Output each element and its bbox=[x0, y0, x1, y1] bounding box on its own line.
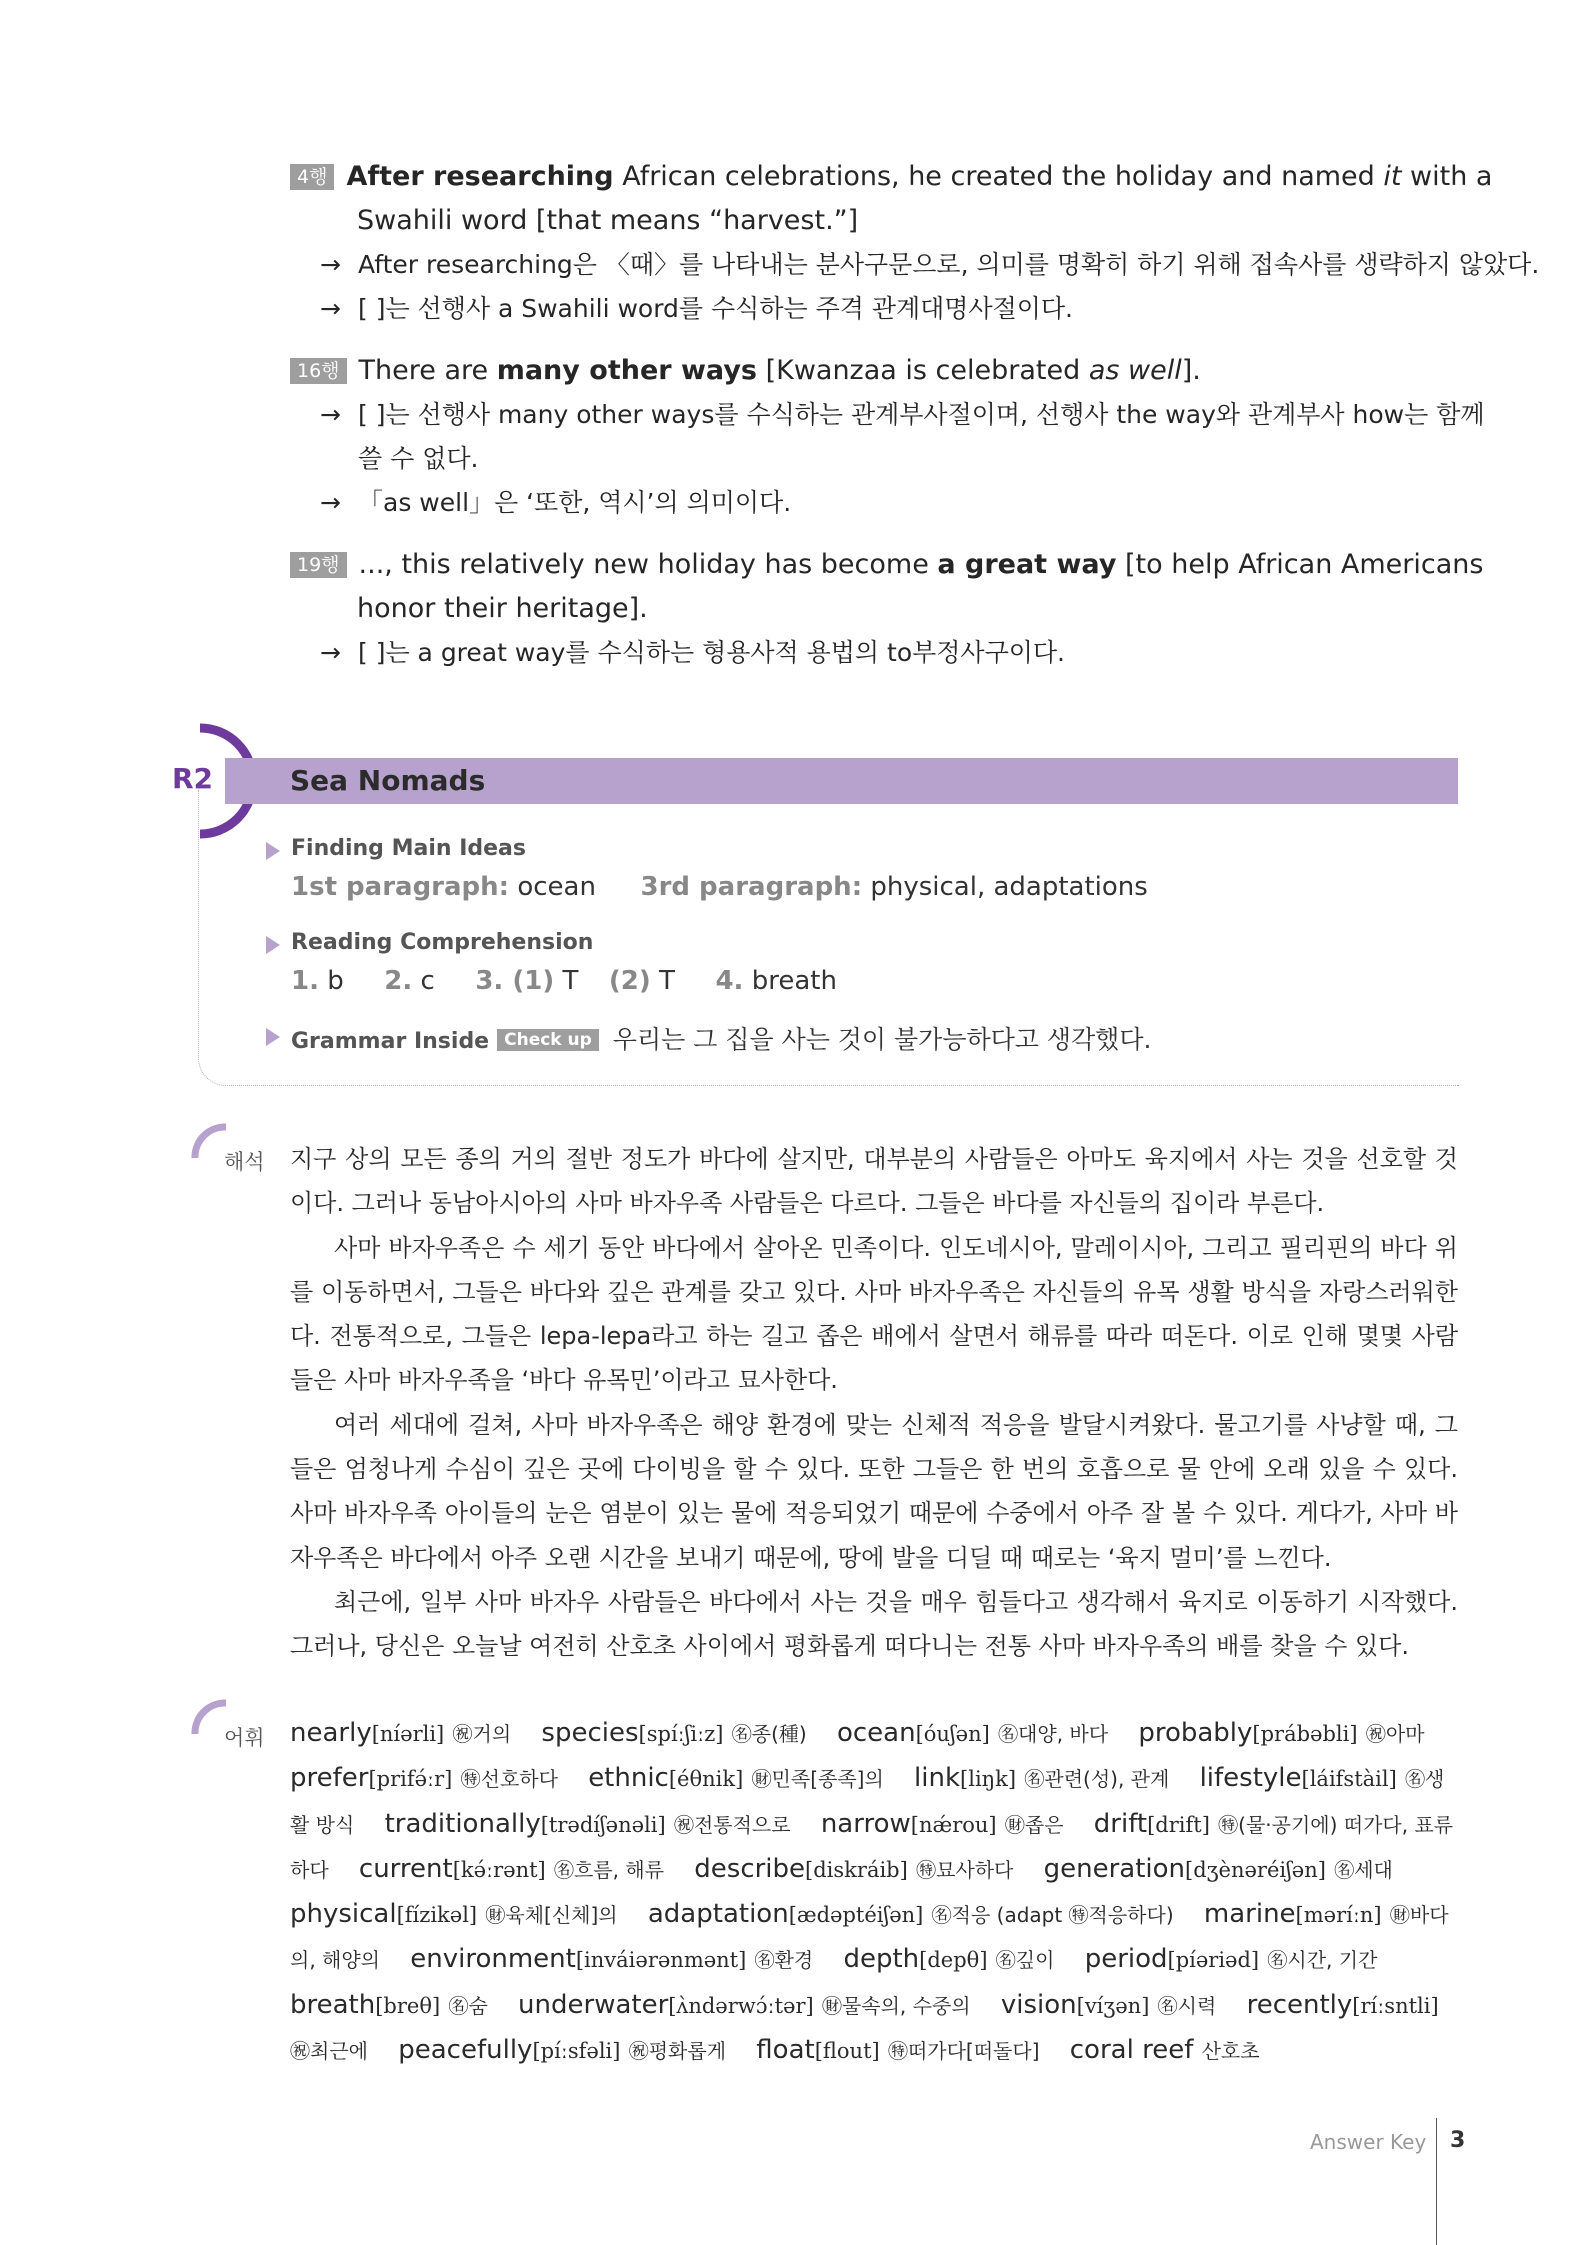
vocab-word: ethnic bbox=[588, 1763, 669, 1794]
vocab-meaning: ㊗거의 bbox=[452, 1722, 512, 1746]
vocab-item bbox=[1085, 1944, 1378, 1974]
vocab-meaning: ㊖물속의, 수중의 bbox=[821, 1993, 971, 2018]
note-explanation: → [ ]는 선행사 a Swahili word를 수식하는 주격 관계대명사절이다. bbox=[320, 294, 1073, 323]
line-tag: 19행 bbox=[290, 552, 347, 578]
finding-main-ideas-answer: 1st paragraph: ocean 3rd paragraph: physical, adaptations bbox=[291, 872, 1148, 902]
vocab-word: float bbox=[756, 2035, 815, 2066]
vocab-meaning: ㊔숨 bbox=[448, 1993, 488, 2018]
translation-text bbox=[290, 1137, 1458, 1669]
vocab-meaning: ㊖민족[종족]의 bbox=[751, 1767, 884, 1792]
vocab-item bbox=[290, 1899, 618, 1929]
vocab-meaning: ㊔적응 (adapt ㊕적응하다) bbox=[931, 1903, 1174, 1928]
vocab-meaning: ㊗최근에 bbox=[290, 2039, 368, 2064]
vocab-word: describe bbox=[694, 1853, 806, 1884]
vocab-meaning: ㊖바다의, 해양의 bbox=[290, 1903, 1449, 1973]
vocab-meaning: ㊔생활 방식 bbox=[290, 1767, 1445, 1837]
note-line: honor their heritage]. bbox=[357, 593, 648, 624]
vocab-meaning: ㊖좁은 bbox=[1004, 1812, 1064, 1837]
note-explanation: → 「as well」은 ‘또한, 역시’의 의미이다. bbox=[320, 488, 792, 517]
vocab-word: lifestyle bbox=[1199, 1763, 1302, 1794]
vocab-item bbox=[290, 1763, 558, 1793]
note-line: 4행 After researching African celebrations, he created the holiday and named it with a bbox=[290, 160, 1492, 194]
page-number: 3 bbox=[1450, 2128, 1466, 2153]
check-up-badge: Check up bbox=[497, 1029, 599, 1051]
vocab-pronunciation: [flout] bbox=[814, 2039, 880, 2064]
vocab-meaning: ㊔깊이 bbox=[995, 1948, 1055, 1973]
vocab-meaning: ㊔흐름, 해류 bbox=[554, 1857, 665, 1882]
vocab-pronunciation: [prábəbli] bbox=[1252, 1722, 1358, 1746]
vocabulary-list bbox=[290, 1711, 1458, 2073]
vocab-word: depth bbox=[843, 1944, 920, 1975]
vocab-meaning: ㊔세대 bbox=[1334, 1857, 1393, 1882]
vocab-word: peacefully bbox=[398, 2035, 533, 2066]
vocab-item bbox=[1044, 1854, 1393, 1884]
vocab-pronunciation: [níərli] bbox=[371, 1722, 445, 1746]
vocab-pronunciation: [nǽrou] bbox=[910, 1812, 997, 1837]
section-label: R2 bbox=[172, 762, 214, 795]
vocab-meaning: ㊔종(種) bbox=[731, 1722, 807, 1746]
vocab-pronunciation: [depθ] bbox=[919, 1948, 988, 1973]
vocab-word: generation bbox=[1043, 1853, 1186, 1884]
vocab-pronunciation: [éθnik] bbox=[668, 1767, 744, 1792]
vocab-meaning: ㊕떠가다[떠돌다] bbox=[887, 2039, 1040, 2064]
vocab-word: prefer bbox=[290, 1763, 369, 1794]
vocab-pronunciation: [diskráib] bbox=[805, 1857, 908, 1882]
vocab-meaning: ㊗아마 bbox=[1365, 1722, 1425, 1746]
vocab-pronunciation: [fízikəl] bbox=[396, 1903, 478, 1928]
note-explanation: 쓸 수 없다. bbox=[358, 444, 479, 473]
vocab-word: traditionally bbox=[384, 1808, 541, 1839]
vocab-item bbox=[648, 1899, 1174, 1929]
vocab-item bbox=[385, 1809, 791, 1839]
vocab-word: species bbox=[541, 1718, 639, 1748]
vocab-meaning: 산호초 bbox=[1201, 2039, 1260, 2064]
vocab-word: adaptation bbox=[647, 1899, 789, 1930]
vocab-meaning: ㊔관련(성), 관계 bbox=[1024, 1767, 1170, 1792]
section-title: Sea Nomads bbox=[290, 764, 486, 797]
vocab-item bbox=[290, 1718, 511, 1748]
vocab-item bbox=[1001, 1990, 1216, 2020]
vocab-word: underwater bbox=[518, 1989, 669, 2020]
vocab-item bbox=[821, 1809, 1064, 1839]
vocab-pronunciation: [trədíʃənəli] bbox=[540, 1812, 666, 1837]
reading-comprehension-label: Reading Comprehension bbox=[291, 930, 594, 955]
vocab-meaning: ㊕(물·공기에) 떠가다, 표류하다 bbox=[290, 1812, 1454, 1882]
vocab-item bbox=[1070, 2035, 1260, 2065]
vocab-pronunciation: [víʒən] bbox=[1076, 1993, 1150, 2018]
translation-paragraph: 최근에, 일부 사마 바자우 사람들은 바다에서 사는 것을 매우 힘들다고 생각해서 육지로 이동하기 시작했다. 그러나, 당신은 오늘날 여전히 산호초 사이에서 평화롭게 떠다니는 전통 사마 바자우족의 배를 찾을 수 있다. bbox=[290, 1587, 1458, 1661]
vocab-pronunciation: [píəriəd] bbox=[1167, 1948, 1260, 1973]
vocab-pronunciation: [dʒènəréiʃən] bbox=[1185, 1857, 1326, 1882]
vocab-item bbox=[756, 2035, 1039, 2065]
vocab-word: breath bbox=[290, 1989, 376, 2020]
vocab-item bbox=[290, 1990, 488, 2020]
vocab-word: link bbox=[914, 1763, 961, 1794]
translation-paragraph: 지구 상의 모든 종의 거의 절반 정도가 바다에 살지만, 대부분의 사람들은 아마도 육지에서 사는 것을 선호할 것이다. 그러나 동남아시아의 사마 바자우족 사람들은 다르다. 그들은 바다를 자신들의 집이라 부른다. bbox=[290, 1145, 1458, 1218]
vocab-item bbox=[398, 2035, 726, 2065]
triangle-bullet-icon bbox=[266, 842, 280, 860]
vocab-meaning: ㊕선호하다 bbox=[460, 1767, 558, 1792]
vocab-item bbox=[588, 1763, 884, 1793]
vocab-item bbox=[410, 1944, 813, 1974]
vocab-meaning: ㊔대양, 바다 bbox=[998, 1722, 1109, 1746]
translation-paragraph: 사마 바자우족은 수 세기 동안 바다에서 살아온 민족이다. 인도네시아, 말레이시아, 그리고 필리핀의 바다 위를 이동하면서, 그들은 바다와 깊은 관계를 갖고 있다. 사마 바자우족은 자신들의 유목 생활 방식을 자랑스러워한다. 전통적으로, 그들은 lepa-lepa라고 하는 길고 좁은 배에서 살면서 해류를 따라 떠돈다. 이로 인해 몇몇 사람들은 사마 바자우족을 ‘바다 유목민’이라고 묘사한다. bbox=[290, 1233, 1458, 1395]
vocab-item bbox=[541, 1718, 806, 1748]
vocab-item bbox=[359, 1854, 664, 1884]
vocab-word: ocean bbox=[836, 1718, 916, 1748]
vocab-pronunciation: [láifstàil] bbox=[1301, 1767, 1397, 1792]
vocab-pronunciation: [kə́ːrənt] bbox=[452, 1857, 546, 1882]
grammar-inside-label: Grammar Inside bbox=[291, 1029, 490, 1054]
vocab-item bbox=[843, 1944, 1054, 1974]
vocab-meaning: ㊖육체[신체]의 bbox=[485, 1903, 618, 1928]
vocab-word: drift bbox=[1093, 1808, 1148, 1839]
vocab-pronunciation: [spíːʃiːz] bbox=[638, 1722, 724, 1746]
vocab-word: coral reef bbox=[1069, 2035, 1194, 2066]
vocab-meaning: ㊗전통적으로 bbox=[673, 1812, 791, 1837]
vocab-pronunciation: [prifə́ːr] bbox=[368, 1767, 453, 1792]
vocab-word: vision bbox=[1000, 1989, 1077, 2020]
vocab-pronunciation: [drift] bbox=[1147, 1812, 1210, 1837]
vocab-pronunciation: [inváiərənmənt] bbox=[575, 1948, 747, 1973]
vocab-pronunciation: [liŋk] bbox=[960, 1767, 1017, 1792]
vocab-meaning: ㊔시력 bbox=[1157, 1993, 1217, 2018]
vocab-word: physical bbox=[290, 1899, 397, 1930]
vocab-meaning: ㊗평화롭게 bbox=[628, 2039, 727, 2064]
vocab-word: environment bbox=[410, 1944, 576, 1975]
vocab-word: period bbox=[1084, 1944, 1168, 1975]
grammar-inside-answer: 우리는 그 집을 사는 것이 불가능하다고 생각했다. bbox=[612, 1025, 1152, 1054]
vocabulary-label: 어휘 bbox=[224, 1726, 265, 1750]
note-line: 16행 There are many other ways [Kwanzaa is celebrated as well]. bbox=[290, 354, 1201, 388]
grammar-inside-row bbox=[291, 1020, 1151, 1056]
vocab-meaning: ㊔환경 bbox=[754, 1948, 814, 1973]
vocab-word: nearly bbox=[290, 1718, 372, 1748]
triangle-bullet-icon bbox=[266, 936, 280, 954]
footer-label: Answer Key bbox=[1310, 2130, 1427, 2154]
note-line: 19행 ..., this relatively new holiday has become a great way [to help African Americans bbox=[290, 548, 1483, 582]
triangle-bullet-icon bbox=[266, 1028, 280, 1046]
vocab-item bbox=[1138, 1718, 1424, 1748]
vocab-pronunciation: [ædəptéiʃən] bbox=[788, 1903, 924, 1928]
vocab-word: probably bbox=[1138, 1718, 1253, 1748]
translation-paragraph: 여러 세대에 걸쳐, 사마 바자우족은 해양 환경에 맞는 신체적 적응을 발달시켜왔다. 물고기를 사냥할 때, 그들은 엄청나게 수심이 깊은 곳에 다이빙을 할 수 있다. 또한 그들은 한 번의 호흡으로 물 안에 오래 있을 수 있다. 사마 바자우족 아이들의 눈은 염분이 있는 물에 적응되었기 때문에 수중에서 아주 잘 볼 수 있다. 게다가, 사마 바자우족은 바다에서 아주 오랜 시간을 보내기 때문에, 땅에 발을 디딜 때 때로는 ‘육지 멀미’를 느낀다. bbox=[290, 1410, 1458, 1572]
vocab-item bbox=[518, 1990, 971, 2020]
vocab-pronunciation: [óuʃən] bbox=[915, 1722, 990, 1746]
note-explanation: → [ ]는 a great way를 수식하는 형용사적 용법의 to부정사구이다. bbox=[320, 638, 1065, 667]
translation-label: 해석 bbox=[224, 1150, 265, 1174]
vocab-word: current bbox=[358, 1853, 453, 1884]
vocab-pronunciation: [breθ] bbox=[375, 1993, 441, 2018]
reading-comprehension-answers: 1. b 2. c 3. (1) T (2) T 4. breath bbox=[291, 966, 837, 996]
vocab-item bbox=[837, 1718, 1108, 1748]
note-bold: After researching bbox=[346, 161, 614, 192]
line-tag: 4행 bbox=[290, 164, 334, 190]
vocab-pronunciation: [məríːn] bbox=[1295, 1903, 1382, 1928]
vocab-pronunciation: [píːsfəli] bbox=[532, 2039, 621, 2064]
vocab-word: recently bbox=[1246, 1989, 1353, 2020]
note-explanation: → [ ]는 선행사 many other ways를 수식하는 관계부사절이며, 선행사 the way와 관계부사 how는 함께 bbox=[320, 400, 1485, 429]
vocab-pronunciation: [ʌ̀ndərwɔ́ːtər] bbox=[668, 1993, 814, 2018]
note-explanation: → After researching은 〈때〉를 나타내는 분사구문으로, 의미를 명확히 하기 위해 접속사를 생략하지 않았다. bbox=[320, 250, 1540, 279]
vocab-meaning: ㊕묘사하다 bbox=[916, 1857, 1014, 1882]
vocab-item bbox=[694, 1854, 1013, 1884]
footer-divider bbox=[1436, 2118, 1437, 2245]
line-tag: 16행 bbox=[290, 358, 347, 384]
vocab-meaning: ㊔시간, 기간 bbox=[1267, 1948, 1378, 1973]
finding-main-ideas-label: Finding Main Ideas bbox=[291, 836, 526, 861]
note-line: Swahili word [that means “harvest.”] bbox=[357, 205, 859, 236]
vocab-pronunciation: [ríːsntli] bbox=[1352, 1993, 1439, 2018]
vocab-word: marine bbox=[1203, 1899, 1296, 1930]
vocab-word: narrow bbox=[820, 1808, 911, 1839]
vocab-item bbox=[914, 1763, 1169, 1793]
